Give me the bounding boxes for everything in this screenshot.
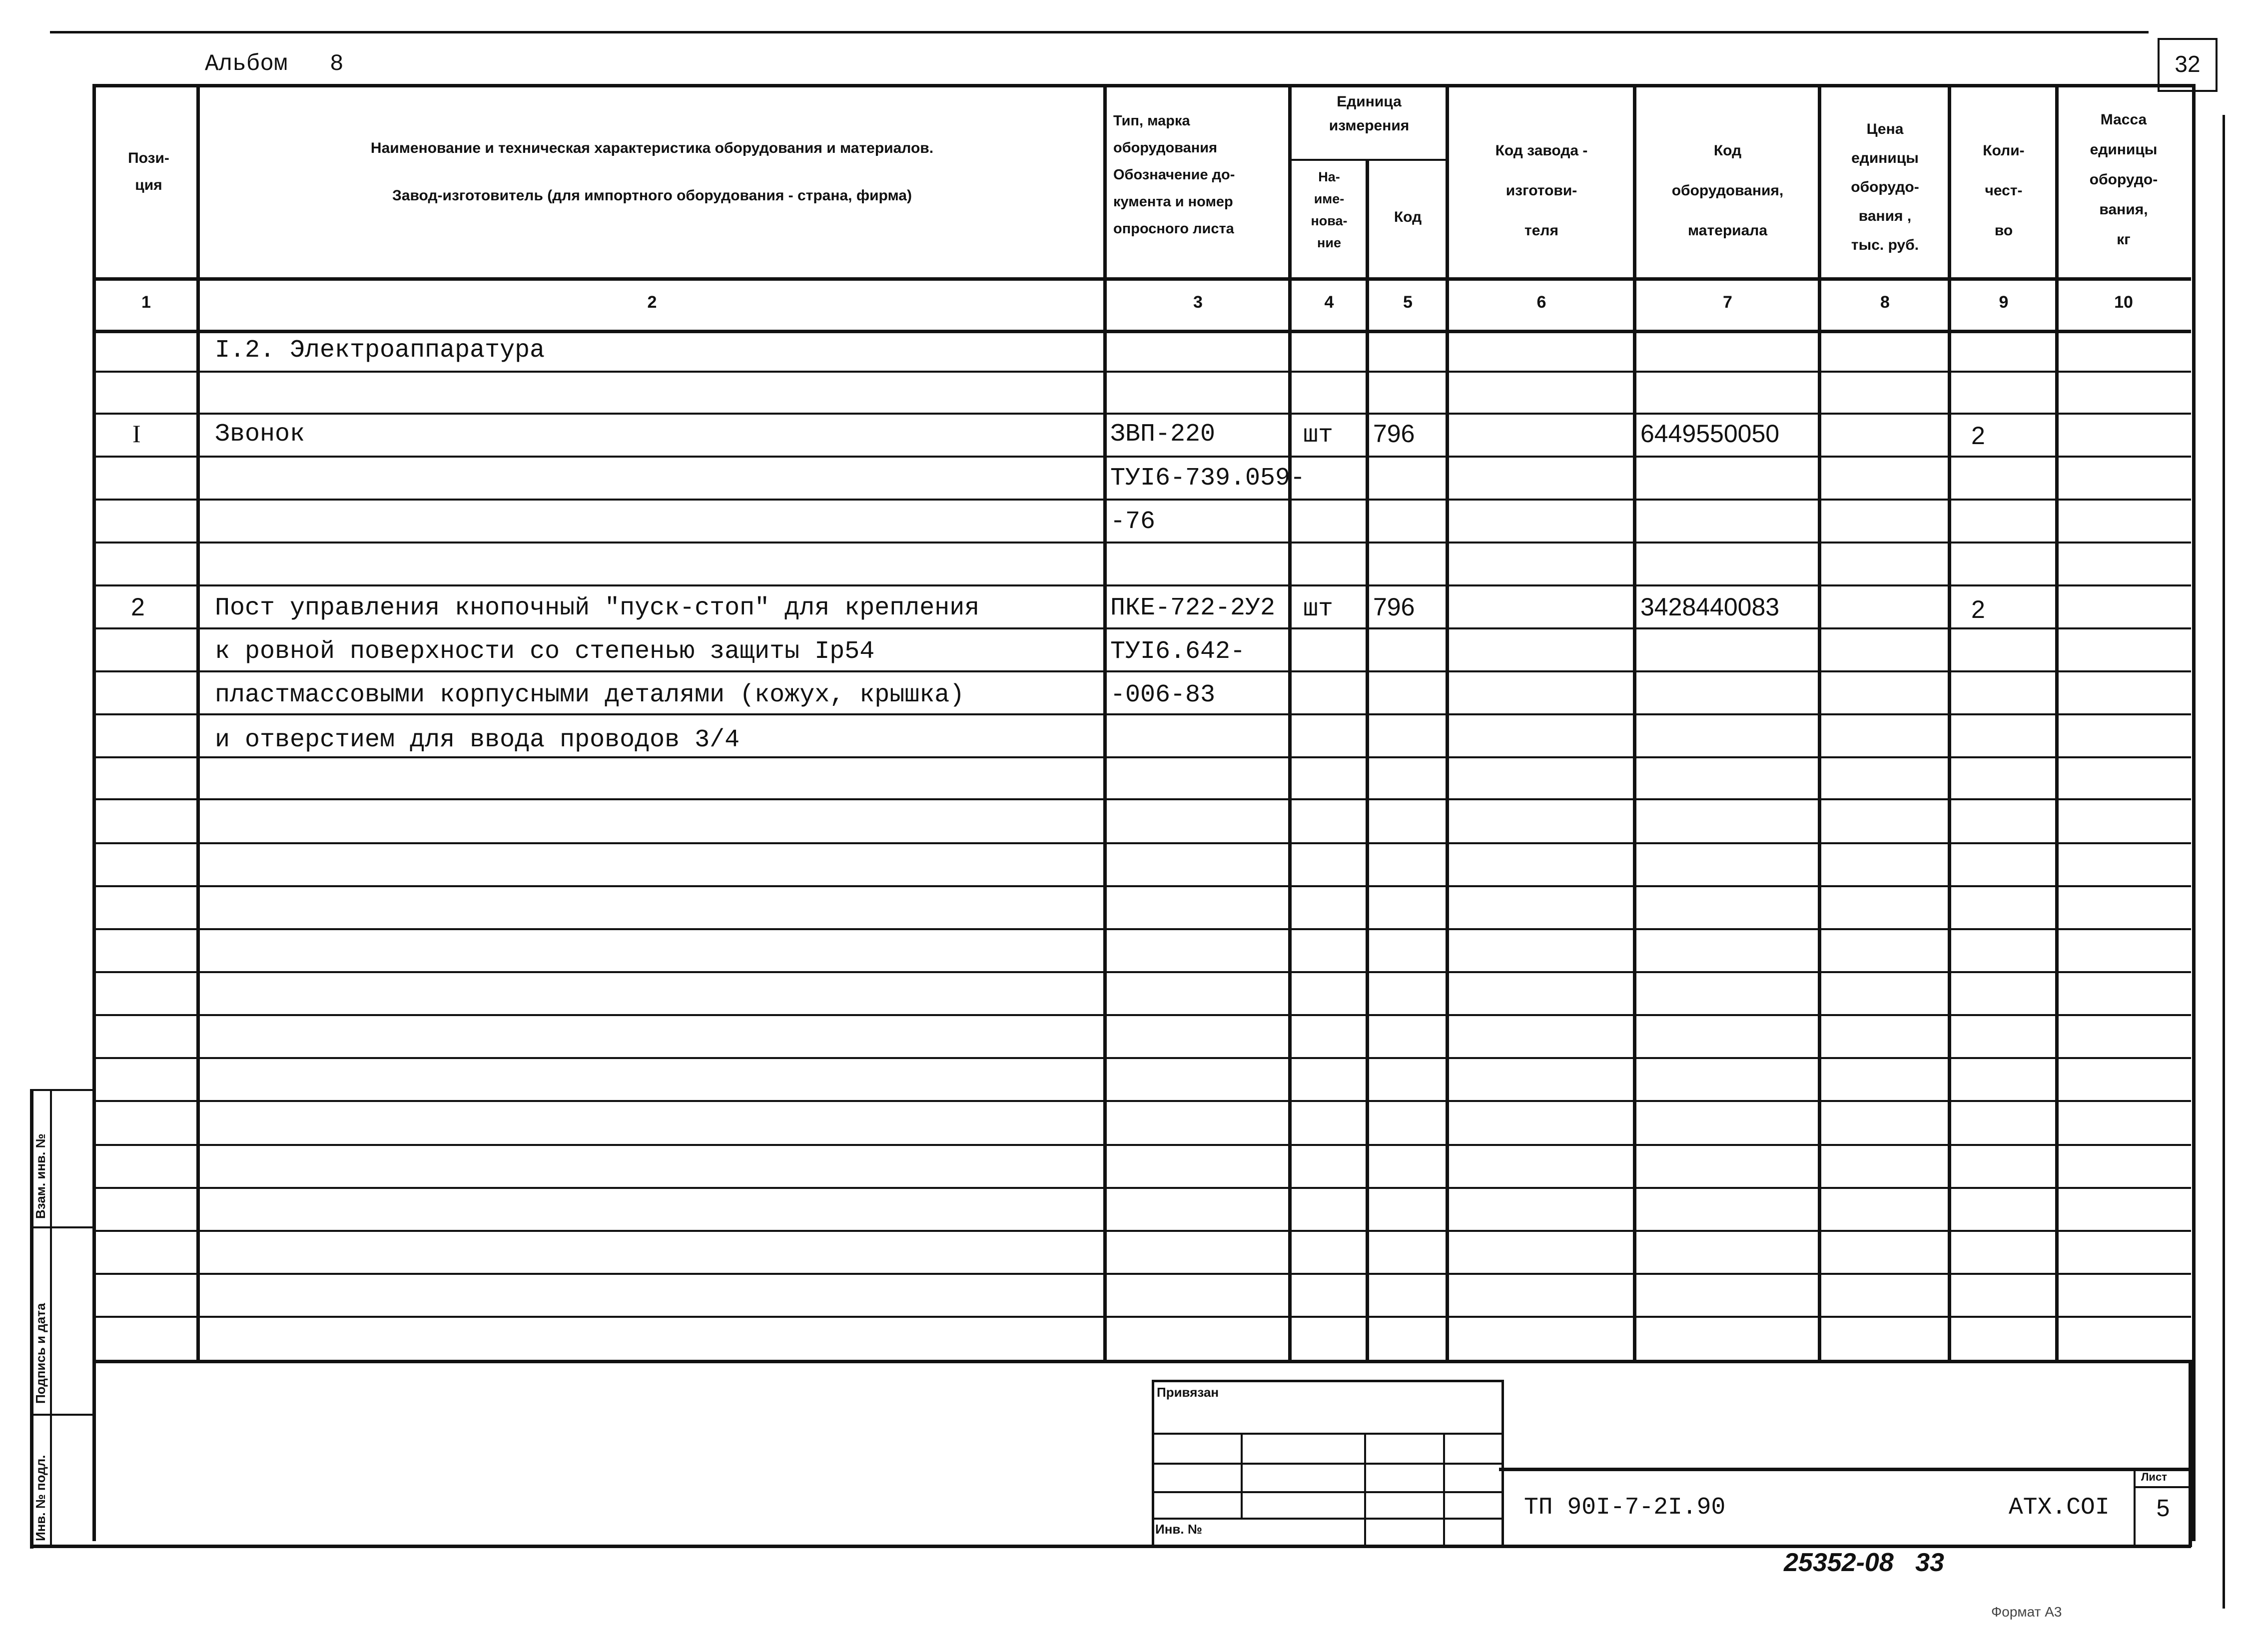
side-strip-rule-3 [30, 1414, 94, 1416]
col-divider-9 [2055, 84, 2059, 1363]
col-divider-1 [196, 84, 200, 1363]
column-number-10: 10 [2114, 293, 2133, 312]
album-number: 8 [330, 51, 344, 77]
row-rule [92, 413, 2191, 415]
row2-type-line1: ПКЕ-722-2У2 [1110, 594, 1276, 622]
header-type: Тип, марка оборудования Обозначение до- кумента и номер опросного листа [1113, 113, 1235, 237]
privyazan-col-2 [1364, 1433, 1366, 1547]
album-label: Альбом [205, 51, 288, 77]
side-label-inv: Инв. № подл. [33, 1455, 48, 1541]
row2-name-line1: Пост управления кнопочный "пуск-стоп" для крепления [215, 594, 980, 622]
col-divider-4 [1366, 159, 1369, 1363]
column-number-1: 1 [141, 293, 151, 312]
row1-unit-code: 796 [1373, 420, 1415, 448]
col-divider-2 [1103, 84, 1107, 1363]
side-strip-rule-1 [30, 1089, 94, 1091]
doc-code-rule [1499, 1468, 2191, 1471]
column-number-8: 8 [1880, 293, 1890, 312]
table-bottom-rule [92, 1360, 2191, 1363]
right-edge-line [2223, 115, 2225, 1609]
inv-number-label: Инв. № [1155, 1522, 1202, 1537]
row1-type-line3: -76 [1110, 508, 1156, 536]
row1-quantity: 2 [1971, 422, 1985, 450]
row-rule [92, 1316, 2191, 1318]
page-number: 32 [2175, 51, 2201, 77]
row-rule [92, 456, 2191, 458]
side-label-sign: Подпись и дата [33, 1303, 48, 1404]
row2-equipment-code: 3428440083 [1640, 593, 1780, 621]
sheet-number: 5 [2156, 1495, 2170, 1522]
header-mass: Масса единицы оборудо- вания, кг [2089, 111, 2158, 248]
row2-name-line4: и отверстием для ввода проводов 3/4 [215, 726, 740, 754]
header-unit-code: Код [1394, 209, 1422, 225]
top-rule [50, 31, 2149, 33]
row-rule [92, 713, 2191, 715]
footer-number: 25352-08 33 [1784, 1548, 1944, 1577]
section-title: I.2. Электроаппаратура [215, 336, 545, 365]
row-rule [92, 584, 2191, 586]
row2-name-line2: к ровной поверхности со степенью защиты Ip54 [215, 637, 875, 666]
row2-name-line3: пластмассовыми корпусными деталями (кожух, крышка) [215, 681, 965, 709]
row-rule [92, 885, 2191, 887]
row-rule [92, 1057, 2191, 1059]
col-divider-3 [1288, 84, 1292, 1363]
row-rule [92, 1230, 2191, 1232]
row-rule [92, 627, 2191, 629]
row2-quantity: 2 [1971, 595, 1985, 623]
side-label-vzam: Взам. инв. № [33, 1133, 48, 1219]
sheet-label: Лист [2141, 1471, 2167, 1483]
row-rule [92, 842, 2191, 844]
privyazan-rule-2 [1152, 1463, 1501, 1465]
column-number-7: 7 [1723, 293, 1732, 312]
column-number-3: 3 [1193, 293, 1203, 312]
column-number-5: 5 [1403, 293, 1413, 312]
header-position: Пози- ция [128, 150, 169, 193]
header-unit-name: На- име- нова- ние [1311, 169, 1348, 250]
header-equipment-code: Код оборудования, материала [1671, 142, 1784, 239]
row-rule [92, 1014, 2191, 1016]
side-strip-rule-2 [30, 1226, 94, 1228]
row-rule [92, 971, 2191, 973]
row2-unit: шт [1303, 595, 1334, 623]
row-rule [92, 928, 2191, 930]
header-price: Цена единицы оборудо- вания , тыс. руб. [1851, 121, 1919, 253]
row2-type-line3: -006-83 [1110, 681, 1216, 709]
row2-unit-code: 796 [1373, 593, 1415, 621]
row-rule [92, 1144, 2191, 1146]
privyazan-col-1 [1241, 1433, 1243, 1518]
header-bottom-rule [92, 277, 2191, 281]
row1-unit: шт [1303, 421, 1334, 450]
row-rule [92, 670, 2191, 672]
privyazan-rule-3 [1152, 1491, 1501, 1493]
header-name-line2: Завод-изготовитель (для импортного оборудования - страна, фирма) [392, 187, 912, 204]
row-rule [92, 1187, 2191, 1189]
sheet-code: АТХ.СОI [2009, 1494, 2110, 1521]
col-divider-7 [1818, 84, 1821, 1363]
row-rule [92, 1100, 2191, 1102]
column-number-9: 9 [1999, 293, 2009, 312]
row2-position: 2 [131, 593, 145, 621]
row1-name: Звонок [215, 420, 305, 449]
row2-type-line2: ТУI6.642- [1110, 637, 1246, 666]
column-number-rule [92, 330, 2191, 333]
col-divider-6 [1633, 84, 1636, 1363]
doc-code: ТП 90I-7-2I.90 [1524, 1494, 1726, 1521]
privyazan-rule-1 [1152, 1433, 1501, 1435]
row1-type-line1: ЗВП-220 [1110, 420, 1216, 449]
column-number-4: 4 [1324, 293, 1334, 312]
row-rule [92, 798, 2191, 800]
header-quantity: Коли- чест- во [1983, 142, 2025, 239]
row-rule [92, 756, 2191, 758]
row1-position: I [132, 420, 141, 448]
row-rule [92, 1273, 2191, 1275]
row-rule [92, 542, 2191, 544]
privyazan-label: Привязан [1157, 1385, 1219, 1400]
sheet-box-rule [2134, 1486, 2190, 1488]
row1-equipment-code: 6449550050 [1640, 420, 1780, 448]
row-rule [92, 371, 2191, 373]
header-unit: Единица измерения [1329, 93, 1410, 134]
header-name-line1: Наименование и техническая характеристика оборудования и материалов. [370, 140, 934, 156]
format-label: Формат А3 [1991, 1604, 2062, 1620]
column-number-6: 6 [1536, 293, 1546, 312]
column-number-2: 2 [647, 293, 657, 312]
row1-type-line2: ТУI6-739.059- [1110, 464, 1306, 493]
header-factory-code: Код завода - изготови- теля [1495, 142, 1588, 239]
privyazan-col-3 [1443, 1433, 1445, 1547]
side-strip-divider [50, 1089, 52, 1546]
col-divider-5 [1446, 84, 1449, 1363]
col-divider-8 [1948, 84, 1951, 1363]
privyazan-rule-4 [1152, 1518, 1501, 1520]
row-rule [92, 499, 2191, 501]
